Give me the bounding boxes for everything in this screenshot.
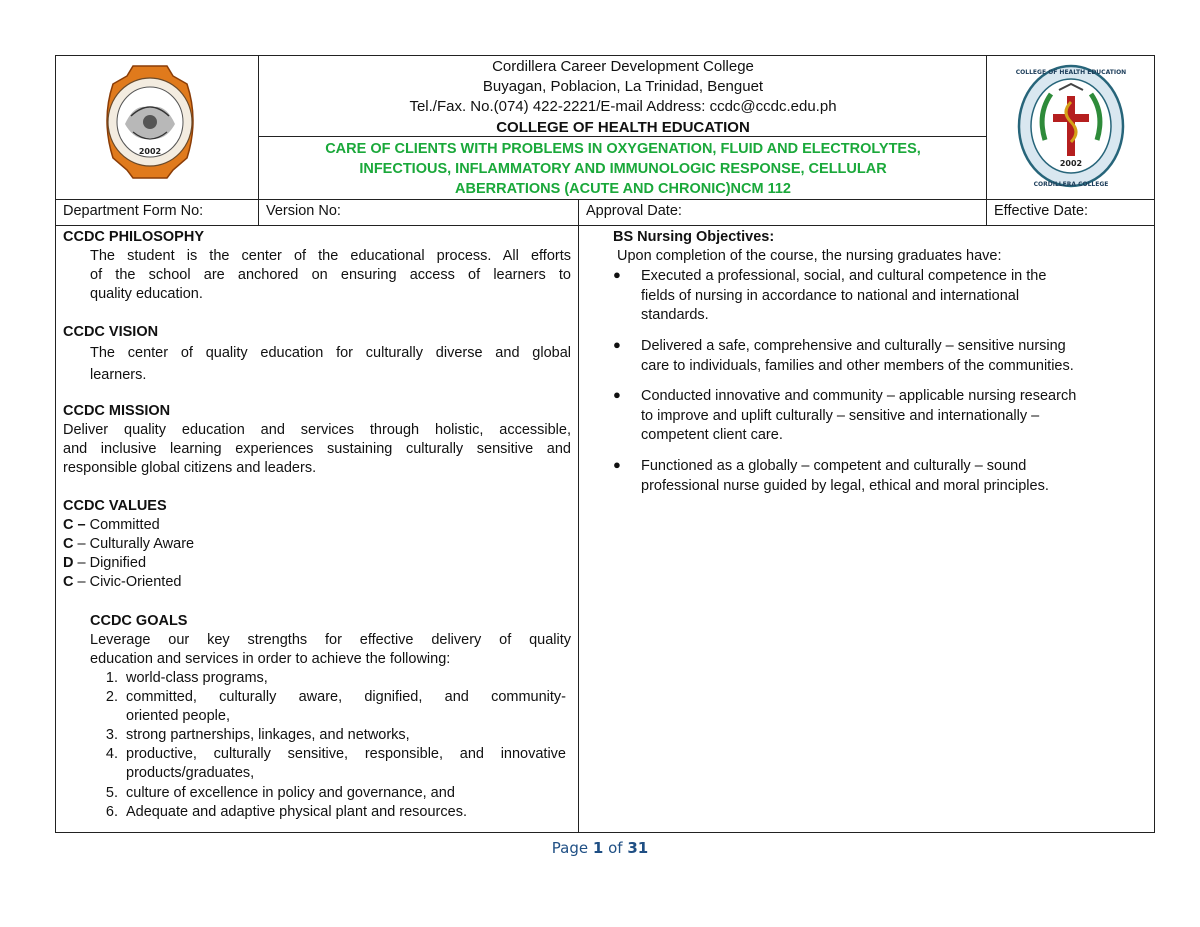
goals-list: [96, 669, 571, 829]
value-item: C – Culturally Aware: [63, 536, 195, 552]
left-logo-year: 2002: [138, 147, 162, 156]
list-item: 6. Adequate and adaptive physical plant and resources.: [105, 804, 467, 820]
college-name: Cordillera Career Development College: [492, 58, 754, 75]
bullet-icon: ●: [613, 457, 621, 472]
value-item: C – Committed: [63, 517, 160, 533]
bullet-icon: ●: [613, 387, 621, 402]
header-divider-left: [258, 55, 259, 226]
course-title-line-1: CARE OF CLIENTS WITH PROBLEMS IN OXYGENATION, FLUID AND ELECTROLYTES,: [325, 141, 921, 157]
philosophy-section: [63, 228, 571, 304]
goals-intro-line-1: Leverage our key strengths for effective delivery of quality: [90, 632, 571, 648]
list-item: 3. strong partnerships, linkages, and networks,: [105, 727, 410, 743]
course-title: [262, 139, 984, 199]
goals-section: [90, 612, 571, 669]
objective-item: Conducted innovative and community – applicable nursing research to improve and uplift culturally – sensitive and internationally – competent client care.: [641, 388, 1077, 443]
objectives-intro: Upon completion of the course, the nursing graduates have:: [617, 248, 1002, 264]
list-item: 1. world-class programs,: [105, 670, 268, 686]
vision-heading: CCDC VISION: [63, 324, 159, 340]
ccdc-seal-logo: [95, 62, 205, 180]
value-item: D – Dignified: [63, 555, 147, 571]
college-address: Buyagan, Poblacion, La Trinidad, Benguet: [482, 78, 764, 95]
mission-line-1: Deliver quality education and services through holistic, accessible,: [63, 422, 571, 438]
bullet-icon: ●: [613, 267, 621, 282]
college-of-health-education-logo: [1015, 62, 1127, 192]
course-title-line-2: INFECTIOUS, INFLAMMATORY AND IMMUNOLOGIC RESPONSE, CELLULAR: [359, 161, 887, 177]
header-divider-right: [986, 55, 987, 200]
objectives-heading: BS Nursing Objectives:: [613, 229, 775, 245]
philosophy-line-3: quality education.: [90, 286, 203, 302]
goals-heading: CCDC GOALS: [90, 613, 188, 629]
list-item: 2. committed, culturally aware, dignified, and community- oriented people,: [105, 689, 566, 724]
right-logo-text-bottom: CORDILLERA COLLEGE: [1033, 181, 1109, 188]
philosophy-line-2: of the school are anchored on ensuring access of learners to: [90, 267, 571, 283]
objective-item: Executed a professional, social, and cultural competence in the fields of nursing in accordance to national and international standards.: [641, 268, 1047, 323]
philosophy-line-1: The student is the center of the educational process. All efforts: [90, 248, 571, 264]
goals-intro-line-2: education and services in order to achieve the following:: [90, 651, 451, 667]
values-heading: CCDC VALUES: [63, 498, 167, 514]
effective-date-label: Effective Date:: [994, 203, 1089, 219]
list-item: 4. productive, culturally sensitive, responsible, and innovative products/graduates,: [105, 746, 566, 781]
bullet-icon: ●: [613, 337, 621, 352]
vision-line-2: learners.: [90, 367, 147, 383]
meta-divider-3: [986, 199, 987, 226]
mission-line-3: responsible global citizens and leaders.: [63, 460, 317, 476]
mission-line-2: and inclusive learning experiences sustaining culturally sensitive and: [63, 441, 571, 457]
objective-item: Delivered a safe, comprehensive and culturally – sensitive nursing care to individuals, families and other members of the communities.: [641, 338, 1074, 374]
mission-heading: CCDC MISSION: [63, 403, 171, 419]
college-contact: Tel./Fax. No.(074) 422-2221/E-mail Address: ccdc@ccdc.edu.ph: [409, 98, 837, 115]
department-title: COLLEGE OF HEALTH EDUCATION: [496, 119, 750, 136]
right-logo-year: 2002: [1059, 159, 1083, 168]
values-section: [63, 497, 571, 592]
header-bottom-line: [55, 199, 1155, 200]
value-item: C – Civic-Oriented: [63, 574, 182, 590]
approval-date-label: Approval Date:: [586, 203, 682, 219]
vision-line-1: The center of quality education for culturally diverse and global: [90, 345, 571, 361]
meta-bottom-line: [55, 225, 1155, 226]
vision-section: [63, 323, 571, 386]
course-title-line-3: ABERRATIONS (ACUTE AND CHRONIC)NCM 112: [455, 181, 791, 197]
philosophy-heading: CCDC PHILOSOPHY: [63, 229, 204, 245]
objective-item: Functioned as a globally – competent and culturally – sound professional nurse guided by legal, ethical and moral principles.: [641, 458, 1049, 494]
meta-divider-2: [578, 199, 579, 833]
right-logo-text-top: COLLEGE OF HEALTH EDUCATION: [1015, 69, 1127, 76]
version-label: Version No:: [266, 203, 341, 219]
list-item: 5. culture of excellence in policy and governance, and: [105, 785, 455, 801]
page-number: Page 1 of 31: [551, 839, 649, 857]
department-form-label: Department Form No:: [63, 203, 204, 219]
mission-section: [63, 402, 571, 478]
